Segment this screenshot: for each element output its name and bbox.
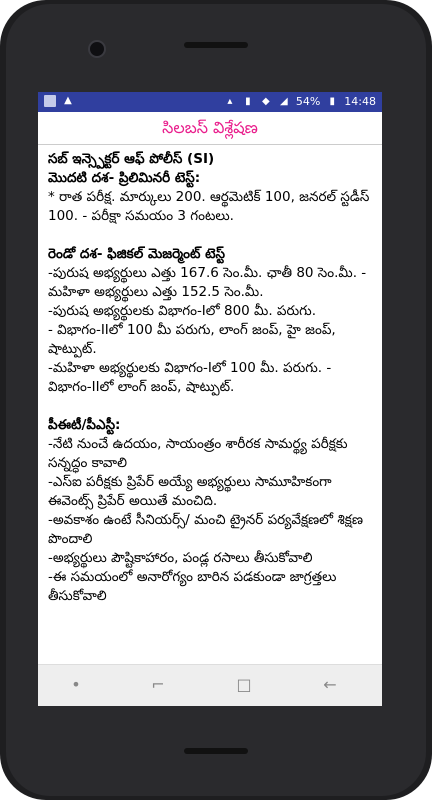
home-icon[interactable]: □ <box>236 675 252 694</box>
paragraph-women: -మహిళా అభ్యర్థులకు విభాగం-Iలో 100 మీ. పరుగు. - విభాగం-IIలో లాంగ్ జంప్, షాట్పుట్. <box>48 360 332 395</box>
paragraph-trainer: -అవకాశం ఉంటే సీనియర్స్/ మంచి ట్రైనర్ పర్యవేక్షణలో శిక్షణ పొందాలి <box>48 512 363 547</box>
front-camera <box>88 40 106 58</box>
battery-icon: ▮ <box>329 95 336 107</box>
heading-si: సబ్ ఇన్స్పెక్టర్ ఆఫ్ పోలీస్ (SI) <box>48 151 215 167</box>
top-speaker <box>184 42 248 48</box>
paragraph-run-800: -పురుష అభ్యర్థులకు విభాగం-Iలో 800 మీ. పరుగు. <box>48 303 317 319</box>
page-title: సిలబస్ విశ్లేషణ <box>162 118 258 137</box>
screen <box>38 92 382 706</box>
battery-percent: 54% <box>295 95 321 108</box>
heading-pet-pst: పీఈటీ/పీఎస్టీ: <box>48 417 121 433</box>
recent-apps-icon[interactable]: ⌐ <box>151 675 165 694</box>
paragraph-section2: - విభాగం-IIలో 100 మీ పరుగు, లాంగ్ జంప్, హై జంప్, షాట్పుట్. <box>48 322 336 357</box>
paragraph-height: -పురుష అభ్యర్థులు ఎత్తు 167.6 సెం.మీ. ఛాతీ 80 సెం.మీ. - మహిళా అభ్యర్థులు ఎత్తు 152.5 సెం.మీ. <box>48 265 367 300</box>
clock: 14:48 <box>344 95 376 108</box>
article-content[interactable] <box>48 150 374 658</box>
bottom-speaker <box>184 748 248 754</box>
title-divider <box>38 144 382 145</box>
back-icon[interactable]: ← <box>323 675 337 694</box>
sim-icon: ▮ <box>245 95 251 107</box>
paragraph-group: -ఎస్ఐ పరీక్షకు ప్రిపేర్ అయ్యే అభ్యర్థులు సామూహికంగా ఈవెంట్స్ ప్రిపేర్ అయితే మంచిది. <box>48 474 332 509</box>
warning-icon: ▲ <box>64 95 72 106</box>
paragraph-health: -ఈ సమయంలో అనారోగ్యం బారిన పడకుండా జాగ్రత్తలు తీసుకోవాలి <box>48 569 337 604</box>
status-bar <box>38 92 382 112</box>
heading-stage2: రెండో దశ- ఫిజికల్ మెజర్మెంట్ టెస్ట్ <box>48 246 225 262</box>
wifi-icon: ◆ <box>261 95 270 107</box>
paragraph-stage1: * రాత పరీక్ష. మార్కులు 200. ఆర్థమెటిక్ 100, జనరల్ స్టడీస్ 100. - పరీక్షా సమయం 3 గంటలు. <box>48 189 370 224</box>
signal-icon: ◢ <box>279 95 288 107</box>
navigation-bar <box>38 664 382 706</box>
paragraph-prepare: -నేటి నుంచే ఉదయం, సాయంత్రం శారీరక సామర్థ్య పరీక్షకు సన్నద్ధం కావాలి <box>48 436 348 471</box>
image-notification-icon <box>44 95 56 107</box>
paragraph-diet: -అభ్యర్థులు పౌష్టికాహారం, పండ్ల రసాలు తీసుకోవాలి <box>48 550 313 566</box>
heading-stage1: మొదటి దశ- ప్రిలిమినరీ టెస్ట్: <box>48 170 201 186</box>
dot-icon[interactable]: • <box>71 675 81 694</box>
vibrate-icon: ▴ <box>227 95 233 107</box>
